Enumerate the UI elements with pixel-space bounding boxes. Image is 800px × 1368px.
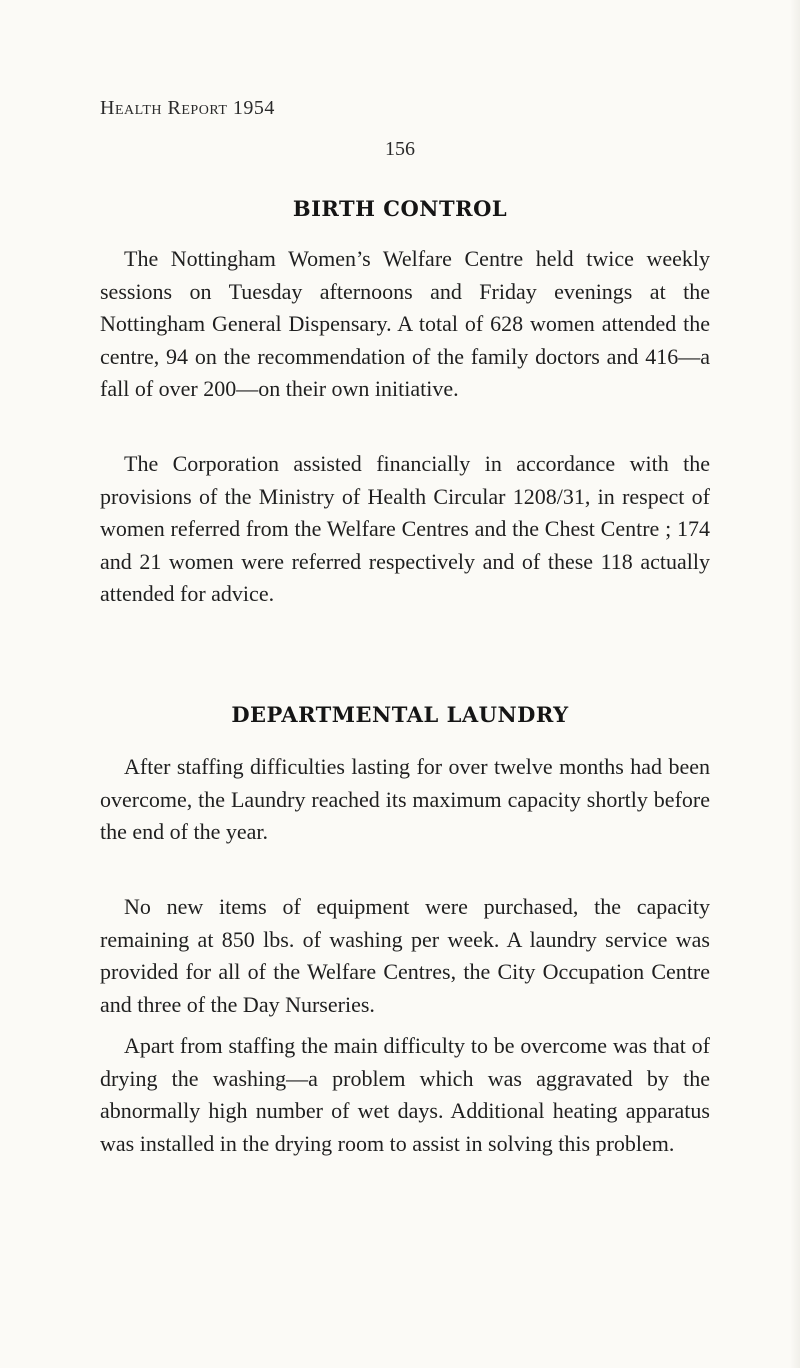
page-number: 156 [385, 138, 415, 160]
paragraph: Apart from staffing the main difficulty to be overcome was that of drying the washing—a problem which was aggravated by the abnormally high number of wet days. Additional heating apparatus was installed in the drying room to assist in solving this problem. [100, 1033, 710, 1156]
running-header: Health Report 1954 [100, 97, 275, 119]
section-heading-departmental-laundry: DEPARTMENTAL LAUNDRY [231, 702, 569, 727]
section-heading-birth-control: BIRTH CONTROL [292, 196, 508, 221]
paragraph: After staffing difficulties lasting for over twelve months had been overcome, the Laundry reached its maximum capacity shortly before the end of the year. [100, 754, 710, 844]
paragraph: The Nottingham Women’s Welfare Centre held twice weekly sessions on Tuesday afternoons and Friday evenings at the Nottingham General Dispensary. A total of 628 women attended the centre, 94 on the recommendation of the family doctors and 416—a fall of over 200—on their own initiative. [100, 246, 710, 401]
paragraph: No new items of equipment were purchased, the capacity remaining at 850 lbs. of washing per week. A laundry service was provided for all of the Welfare Centres, the City Occupation Centre and three of the Day Nurseries. [100, 894, 710, 1017]
paragraph: The Corporation assisted financially in accordance with the provisions of the Ministry of Health Circular 1208/31, in respect of women referred from the Welfare Centres and the Chest Centre ; 174 and 21 women were referred respectively and of these 118 actually attended for advice. [100, 451, 710, 606]
